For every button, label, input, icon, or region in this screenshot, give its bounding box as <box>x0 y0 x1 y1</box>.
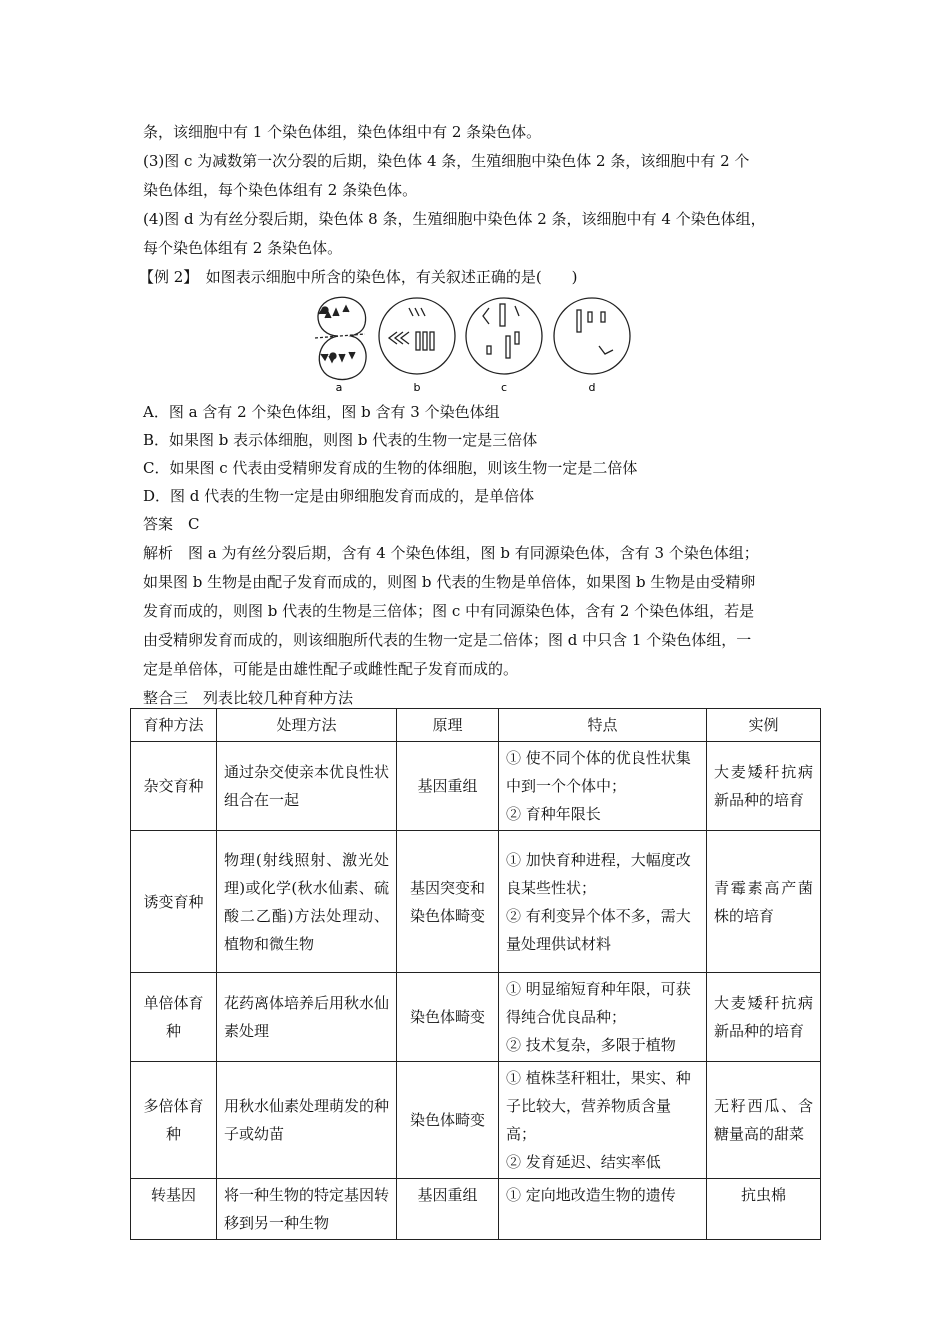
text-line: 条，该细胞中有 1 个染色体组，染色体组中有 2 条染色体。 <box>143 123 542 141</box>
cell-d <box>554 298 630 374</box>
cell-diagrams <box>303 294 633 394</box>
feature-cell: ① 植株茎秆粗壮，果实、种子比较大，营养物质含量高； ② 发育延迟、结实率低 <box>499 1062 707 1179</box>
text-line: (4)图 d 为有丝分裂后期，染色体 8 条，生殖细胞中染色体 2 条，该细胞中有 4 个染色体组， <box>143 210 766 228</box>
figure-label: c <box>500 381 508 394</box>
feature-cell: ① 明显缩短育种年限，可获得纯合优良品种； ② 技术复杂，多限于植物 <box>499 973 707 1062</box>
answer: 答案 C <box>143 515 200 533</box>
option-b: B．如果图 b 表示体细胞，则图 b 代表的生物一定是三倍体 <box>143 431 538 449</box>
chromosome-figure <box>143 294 823 398</box>
method-cell: 多倍体育种 <box>131 1062 217 1179</box>
feature-cell: ① 加快育种进程，大幅度改良某些性状； ② 有利变异个体不多，需大量处理供试材料 <box>499 831 707 973</box>
principle-cell: 染色体畸变 <box>397 973 499 1062</box>
method-cell: 转基因 <box>131 1179 217 1240</box>
principle-cell: 基因重组 <box>397 1179 499 1240</box>
header-cell: 育种方法 <box>131 709 217 742</box>
option-c: C．如果图 c 代表由受精卵发育成的生物的体细胞，则该生物一定是二倍体 <box>143 459 638 477</box>
text-line: 每个染色体组有 2 条染色体。 <box>143 239 343 257</box>
principle-cell: 基因重组 <box>397 742 499 831</box>
table-row <box>131 742 821 831</box>
example-cell: 抗虫棉 <box>707 1179 821 1240</box>
method-cell: 诱变育种 <box>131 831 217 973</box>
table-row <box>131 1179 821 1240</box>
page-content <box>139 118 823 713</box>
table-row <box>131 831 821 973</box>
analysis-line: 定是单倍体，可能是由雄性配子或雌性配子发育而成的。 <box>143 660 519 678</box>
analysis-line: 解析 图 a 为有丝分裂后期，含有 4 个染色体组，图 b 有同源染色体，含有 3 个染色体组； <box>143 544 759 562</box>
cell-c <box>466 298 542 374</box>
example-cell: 大麦矮秆抗病新品种的培育 <box>707 973 821 1062</box>
feature-cell: ① 使不同个体的优良性状集中到一个个体中； ② 育种年限长 <box>499 742 707 831</box>
option-d: D．图 d 代表的生物一定是由卵细胞发育而成的，是单倍体 <box>143 487 535 505</box>
text-line: 染色体组，每个染色体组有 2 条染色体。 <box>143 181 418 199</box>
option-a: A．图 a 含有 2 个染色体组，图 b 含有 3 个染色体组 <box>143 403 500 421</box>
figure-label: a <box>335 381 343 394</box>
text-line: (3)图 c 为减数第一次分裂的后期，染色体 4 条，生殖细胞中染色体 2 条，该细胞中有 2 个 <box>143 152 750 170</box>
section-title: 整合三 列表比较几种育种方法 <box>143 689 354 707</box>
process-cell: 物理(射线照射、激光处理)或化学(秋水仙素、硫酸二乙酯)方法处理动、植物和微生物 <box>217 831 397 973</box>
analysis-line: 发育而成的，则图 b 代表的生物是三倍体；图 c 中有同源染色体，含有 2 个染色体组，若是 <box>143 602 755 620</box>
example-cell: 无籽西瓜、含糖量高的甜菜 <box>707 1062 821 1179</box>
principle-cell: 基因突变和染色体畸变 <box>397 831 499 973</box>
figure-label: d <box>588 381 596 394</box>
principle-cell: 染色体畸变 <box>397 1062 499 1179</box>
table-header-row <box>131 709 821 742</box>
figure-label: b <box>413 381 421 394</box>
process-cell: 将一种生物的特定基因转移到另一种生物 <box>217 1179 397 1240</box>
header-cell: 原理 <box>397 709 499 742</box>
process-cell: 通过杂交使亲本优良性状组合在一起 <box>217 742 397 831</box>
method-cell: 单倍体育种 <box>131 973 217 1062</box>
cell-a <box>315 297 366 379</box>
example-cell: 大麦矮秆抗病新品种的培育 <box>707 742 821 831</box>
table-row <box>131 973 821 1062</box>
table-row <box>131 1062 821 1179</box>
example-cell: 青霉素高产菌株的培育 <box>707 831 821 973</box>
analysis-line: 如果图 b 生物是由配子发育而成的，则图 b 代表的生物是单倍体，如果图 b 生物是由受精卵 <box>143 573 756 591</box>
process-cell: 用秋水仙素处理萌发的种子或幼苗 <box>217 1062 397 1179</box>
header-cell: 处理方法 <box>217 709 397 742</box>
analysis-line: 由受精卵发育而成的，则该细胞所代表的生物一定是二倍体；图 d 中只含 1 个染色体组，一 <box>143 631 752 649</box>
method-cell: 杂交育种 <box>131 742 217 831</box>
process-cell: 花药离体培养后用秋水仙素处理 <box>217 973 397 1062</box>
header-cell: 特点 <box>499 709 707 742</box>
cell-b <box>379 298 455 374</box>
breeding-methods-table <box>130 708 821 1240</box>
example-title: 【例 2】 如图表示细胞中所含的染色体，有关叙述正确的是( ) <box>139 268 578 286</box>
header-cell: 实例 <box>707 709 821 742</box>
feature-cell: ① 定向地改造生物的遗传 <box>499 1179 707 1240</box>
